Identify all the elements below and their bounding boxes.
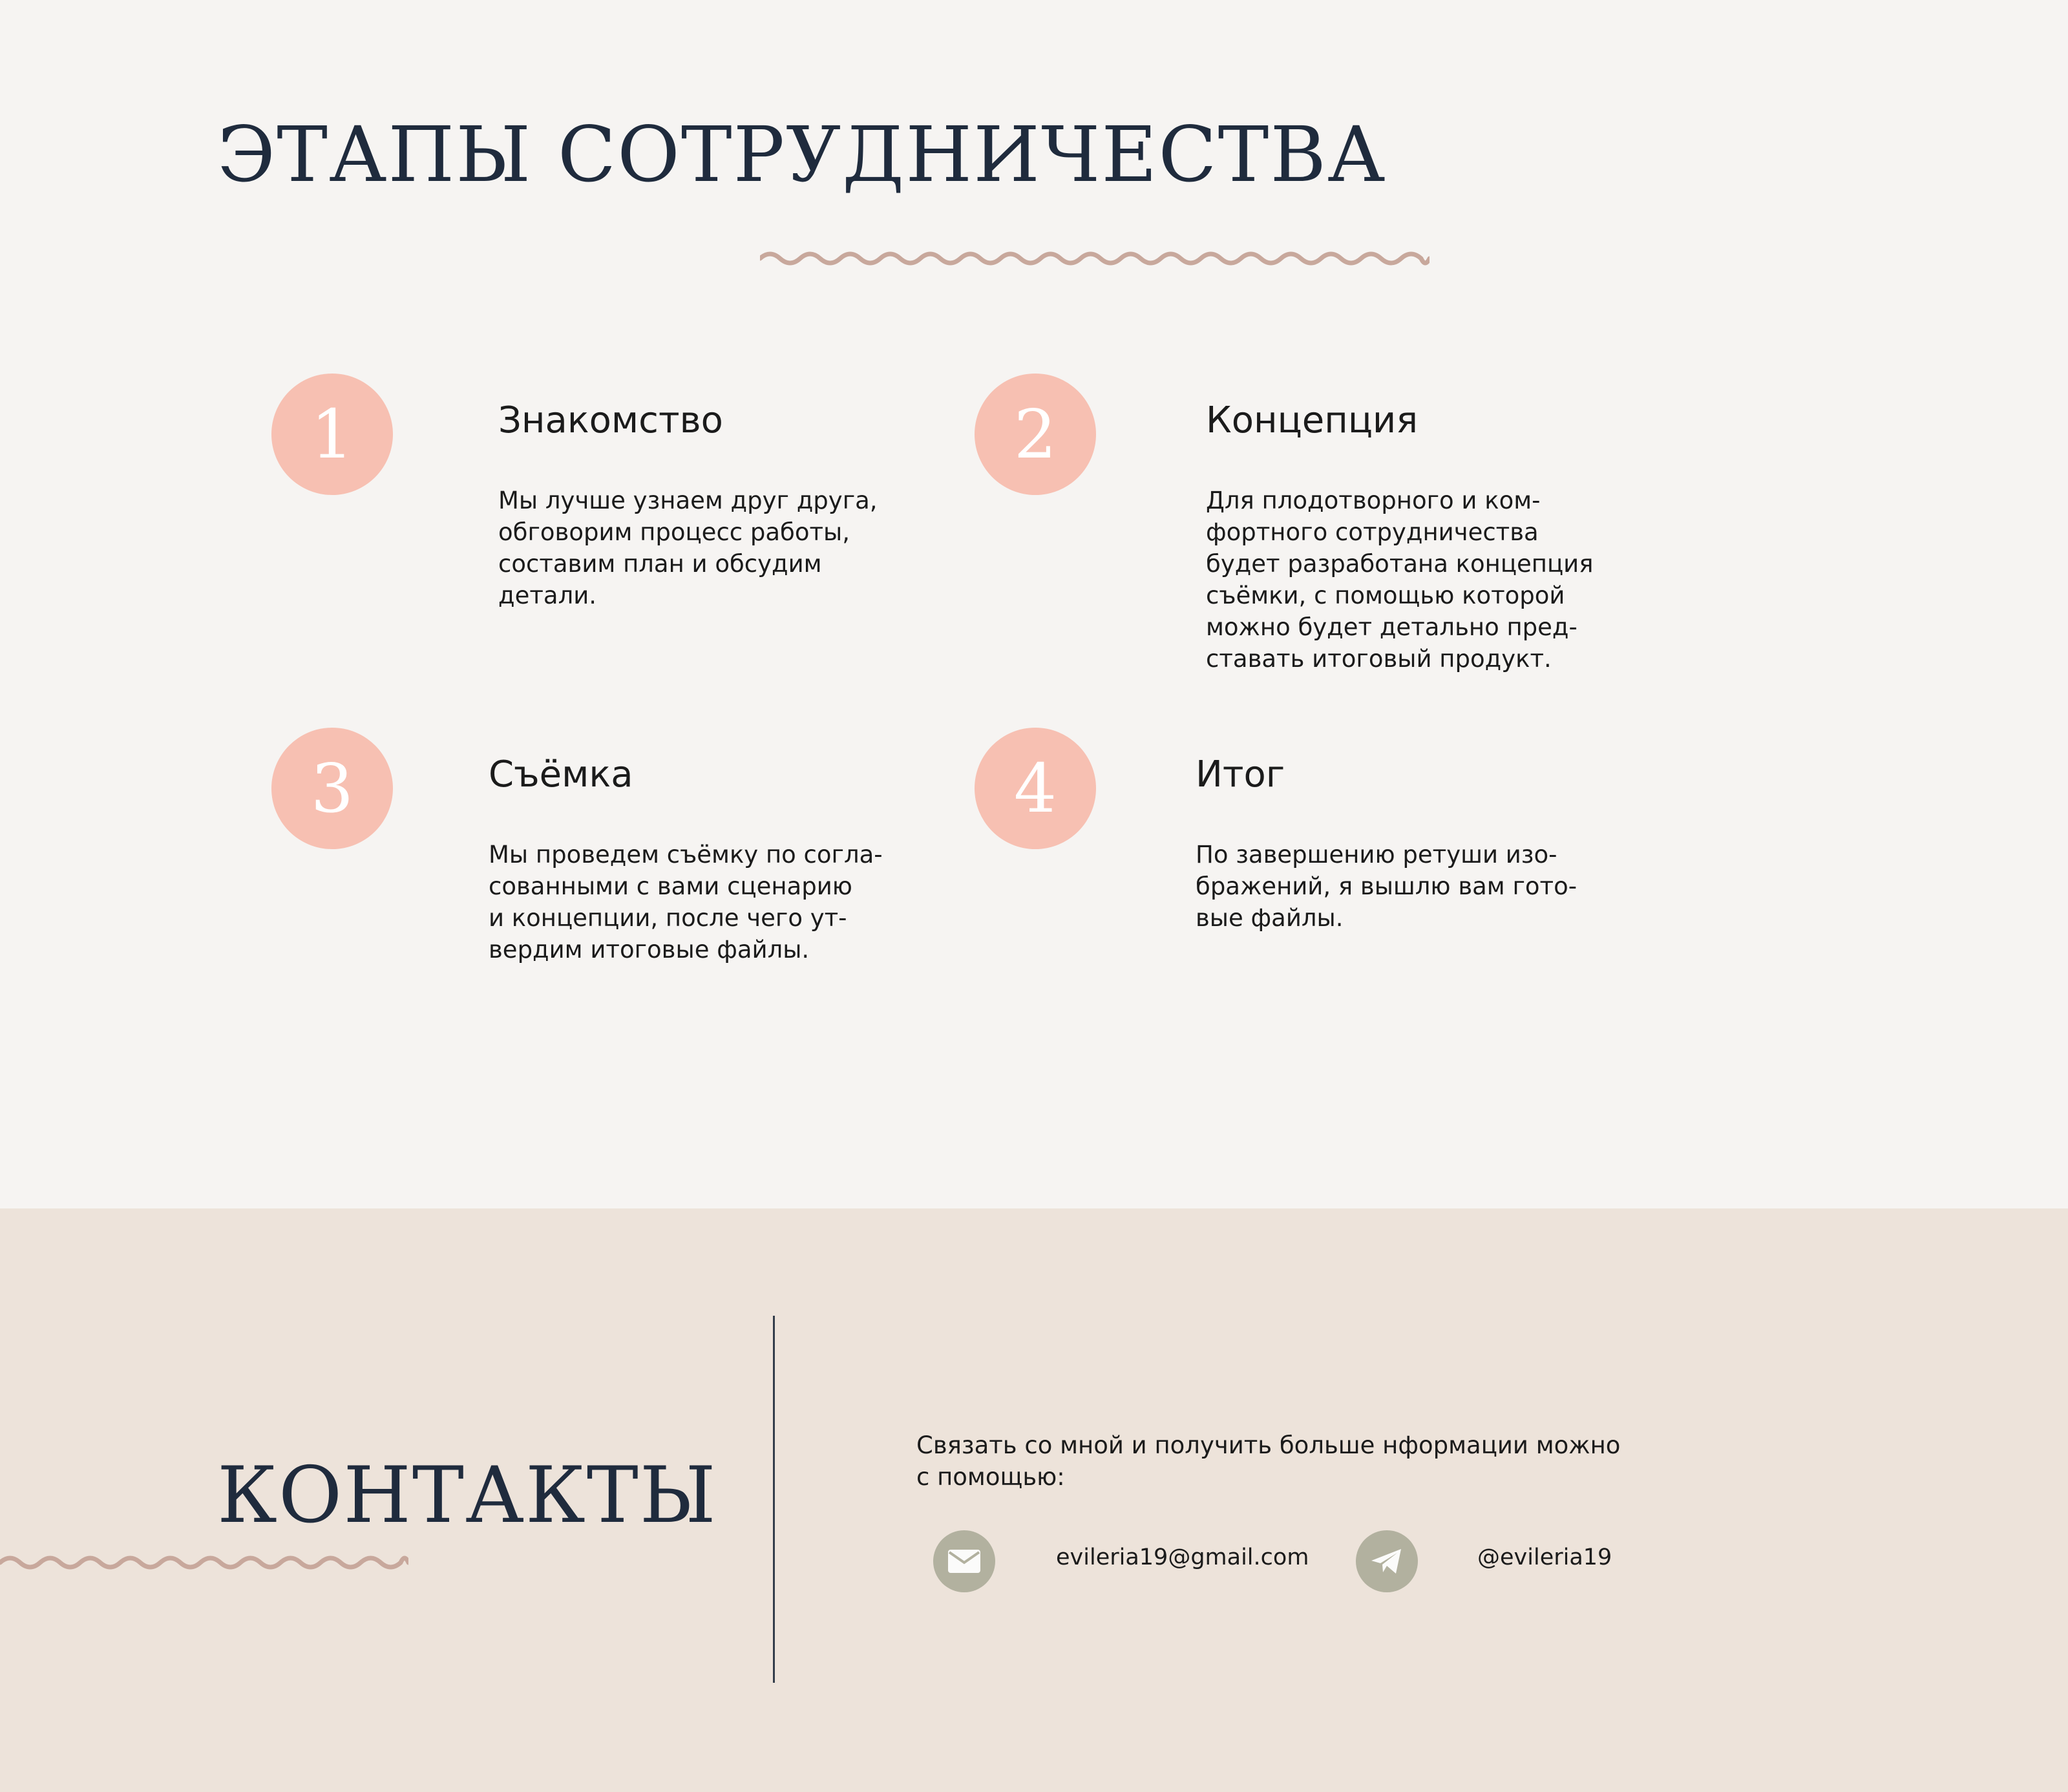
telegram-icon[interactable] — [1356, 1530, 1418, 1592]
email-link[interactable]: evileria19@gmail.com — [1056, 1544, 1309, 1570]
telegram-link[interactable]: @evileria19 — [1477, 1544, 1612, 1570]
step-title: Итог — [1196, 754, 1285, 796]
step-number-badge: 4 — [975, 728, 1096, 849]
step-description: По завершению ретуши изо- бражений, я вышлю вам гото- вые файлы. — [1196, 841, 1577, 932]
step-number-badge: 2 — [975, 374, 1096, 495]
wave-divider — [760, 246, 1430, 271]
step-description: Мы лучше узнаем друг друга, обговорим процесс работы, составим план и обсудим детали. — [498, 487, 878, 609]
contact-intro-text: Связать со мной и получить больше нформации можно с помощью: — [916, 1431, 1621, 1491]
step-number-badge: 1 — [271, 374, 393, 495]
vertical-divider — [773, 1316, 775, 1683]
wave-divider — [0, 1550, 408, 1576]
email-icon[interactable] — [933, 1530, 995, 1592]
step-description: Мы проведем съёмку по согла- сованными с вами сценарию и концепции, после чего ут- вердим итоговые файлы. — [489, 841, 883, 964]
contacts-title: КОНТАКТЫ — [217, 1451, 717, 1541]
step-description: Для плодотворного и ком- фортного сотрудничества будет разработана концепция съёмки, с помощью которой можно будет детально пред- ставать итоговый продукт. — [1206, 487, 1594, 673]
step-title: Концепция — [1206, 399, 1419, 441]
step-number-badge: 3 — [271, 728, 393, 849]
page-title: ЭТАПЫ СОТРУДНИЧЕСТВА — [217, 110, 1387, 199]
step-title: Знакомство — [498, 399, 723, 441]
step-title: Съёмка — [489, 754, 633, 796]
